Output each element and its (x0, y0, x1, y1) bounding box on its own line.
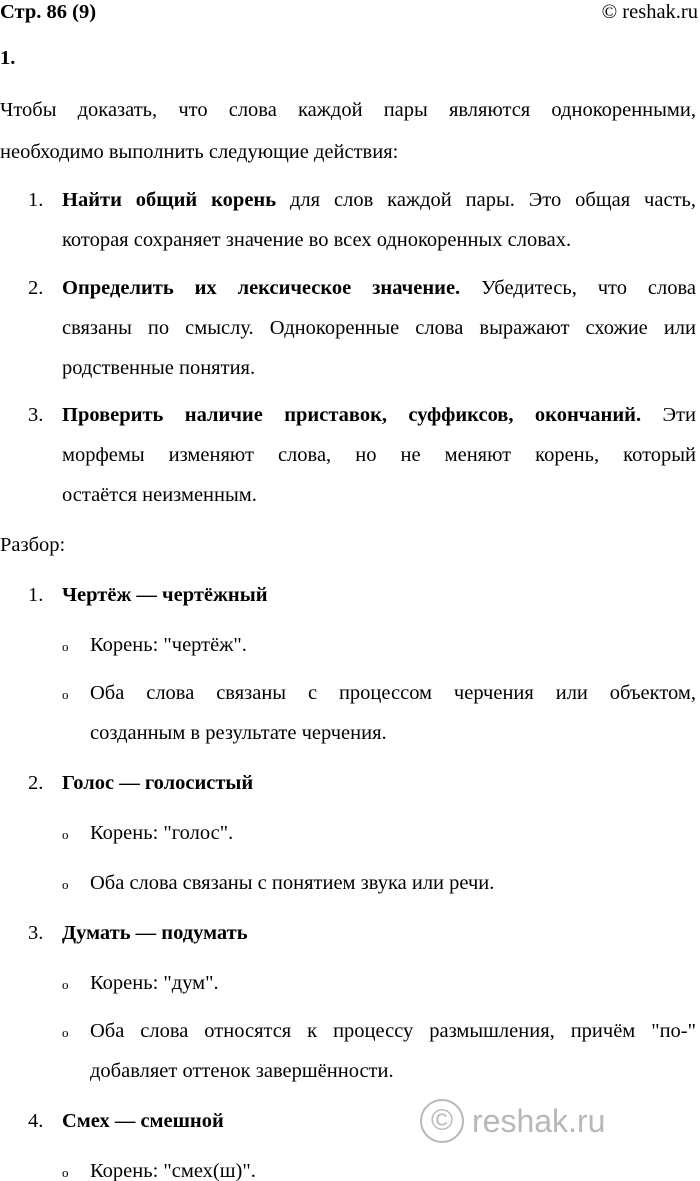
page-title: Стр. 86 (9) (0, 1, 97, 23)
list-number: 2. (28, 277, 44, 299)
step-text: морфемы изменяют слова, но не меняют корень, который (62, 444, 696, 466)
intro-line: необходимо выполнить следующие действия: (0, 141, 399, 163)
list-number: 1. (28, 189, 44, 211)
pair-title: Думать — подумать (62, 922, 248, 944)
task-number: 1. (0, 47, 16, 69)
root-text: Корень: "смех(ш)". (90, 1160, 256, 1181)
intro-line: Чтобы доказать, что слова каждой пары являются однокоренными, (0, 99, 696, 121)
step-text: для слов каждой пары. Это общая часть, (276, 189, 696, 211)
step-text: которая сохраняет значение во всех однокоренных словах. (62, 229, 572, 251)
list-number: 4. (28, 1110, 44, 1132)
root-text: Корень: "голос". (90, 822, 234, 844)
step-text: остаётся неизменным. (62, 484, 257, 506)
copyright: © reshak.ru (601, 1, 698, 23)
list-number: 3. (28, 922, 44, 944)
step-title: Проверить наличие приставок, суффиксов, окончаний. (62, 404, 642, 426)
bullet-icon: o (62, 639, 69, 654)
bullet-icon: o (62, 687, 69, 702)
list-item (62, 403, 696, 427)
bullet-icon: o (62, 827, 69, 842)
pair-title: Чертёж — чертёжный (62, 584, 268, 606)
pair-title: Голос — голосистый (62, 772, 254, 794)
watermark: reshak.ru (472, 1102, 606, 1139)
note-text: Оба слова относятся к процессу размышления, причём "по-" (90, 1020, 696, 1042)
watermark-copyright-icon: © (420, 1099, 464, 1143)
list-number: 3. (28, 404, 44, 426)
bullet-icon: o (62, 977, 69, 992)
bullet-icon: o (62, 1025, 69, 1040)
list-item (62, 188, 696, 212)
step-text: родственные понятия. (62, 357, 256, 379)
note-text: Оба слова связаны с процессом черчения или объектом, (90, 682, 696, 704)
watermark-group (420, 1098, 605, 1144)
list-number: 1. (28, 584, 44, 606)
list-number: 2. (28, 772, 44, 794)
bullet-icon: o (62, 1165, 69, 1180)
note-text: Оба слова связаны с понятием звука или речи. (90, 872, 495, 894)
step-title: Найти общий корень (62, 189, 277, 211)
step-title: Определить их лексическое значение. (62, 277, 461, 299)
bullet-icon: o (62, 877, 69, 892)
note-text: добавляет оттенок завершённости. (90, 1060, 394, 1082)
analysis-label: Разбор: (0, 534, 66, 556)
pair-title: Смех — смешной (62, 1110, 224, 1132)
step-text: Убедитесь, что слова (460, 277, 696, 299)
note-text: созданным в результате черчения. (90, 722, 387, 744)
root-text: Корень: "чертёж". (90, 634, 247, 656)
step-text: связаны по смыслу. Однокоренные слова выражают схожие или (62, 317, 696, 339)
step-text: Эти (641, 404, 696, 426)
root-text: Корень: "дум". (90, 972, 219, 994)
list-item (62, 276, 696, 300)
